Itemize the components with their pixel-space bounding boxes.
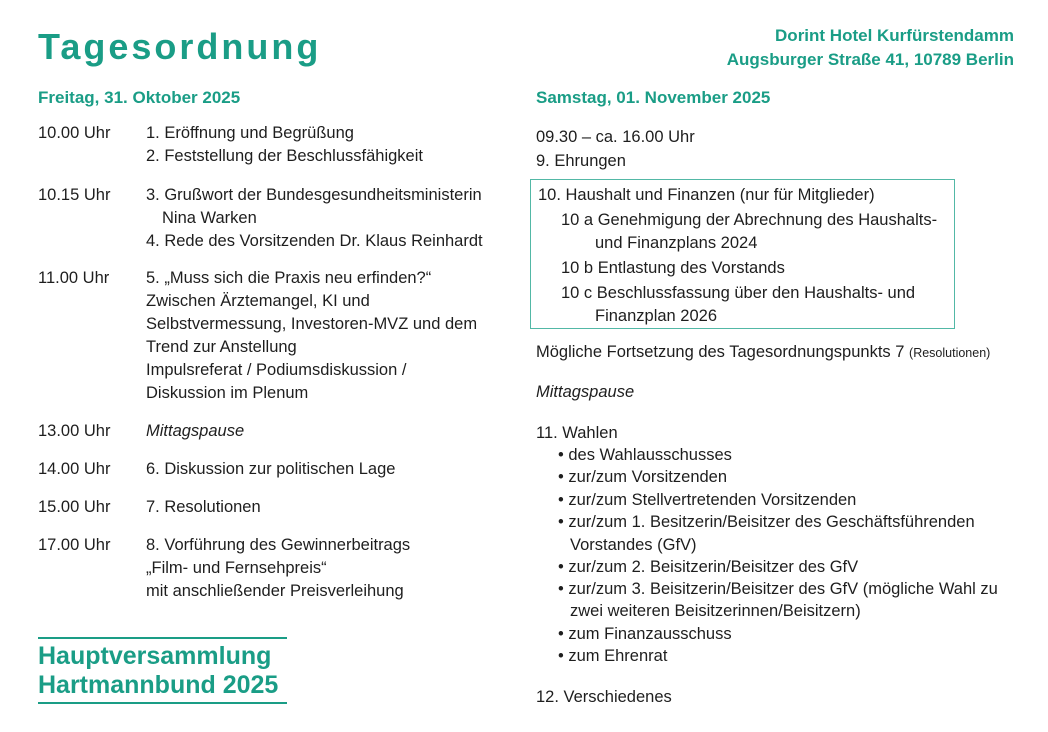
- agenda-line: 10. Haushalt und Finanzen (nur für Mitglieder): [538, 186, 875, 204]
- agenda-line: und Finanzplans 2024: [595, 234, 758, 252]
- agenda-line: mit anschließender Preisverleihung: [146, 582, 404, 600]
- agenda-line: 11. Wahlen: [536, 424, 618, 442]
- agenda-line: Finanzplan 2026: [595, 307, 718, 325]
- list-item: • zur/zum 2. Beisitzerin/Beisitzer des GfV: [558, 558, 859, 576]
- list-item: Vorstandes (GfV): [570, 536, 697, 554]
- agenda-line: Diskussion im Plenum: [146, 384, 309, 402]
- agenda-line: Zwischen Ärztemangel, KI und: [146, 292, 370, 310]
- bottom-rule: [38, 702, 287, 704]
- list-item: • zur/zum Vorsitzenden: [558, 468, 728, 486]
- list-item: • zur/zum 1. Besitzerin/Beisitzer des Geschäftsführenden: [558, 513, 975, 531]
- continuation-text: Mögliche Fortsetzung des Tagesordnungspunkts 7: [536, 343, 905, 361]
- list-item: • des Wahlausschusses: [558, 446, 732, 464]
- agenda-line: 8. Vorführung des Gewinnerbeitrags: [146, 536, 411, 554]
- agenda-line: Impulsreferat / Podiumsdiskussion /: [146, 361, 407, 379]
- saturday-heading: Samstag, 01. November 2025: [536, 88, 771, 107]
- event-name-line: Hauptversammlung: [38, 642, 272, 670]
- continuation-detail: (Resolutionen): [909, 346, 991, 360]
- agenda-line: Selbstvermessung, Investoren-MVZ und dem: [146, 315, 478, 333]
- list-item: • zum Ehrenrat: [558, 647, 668, 665]
- continuation-note: [536, 341, 990, 365]
- page-title: Tagesordnung: [38, 26, 322, 67]
- agenda-line: Nina Warken: [162, 209, 257, 227]
- agenda-line: 1. Eröffnung und Begrüßung: [146, 124, 354, 142]
- list-item: zwei weiteren Beisitzerinnen/Beisitzern): [570, 602, 861, 620]
- venue: [727, 24, 1014, 72]
- saturday-time: 09.30 – ca. 16.00 Uhr: [536, 128, 695, 146]
- agenda-line: „Film- und Fernsehpreis“: [146, 559, 327, 577]
- slot-time: 13.00 Uhr: [38, 422, 111, 440]
- lunch-break: Mittagspause: [146, 422, 245, 440]
- agenda-line: 10 a Genehmigung der Abrechnung des Haushalts-: [561, 211, 938, 229]
- agenda-line: 4. Rede des Vorsitzenden Dr. Klaus Reinhardt: [146, 232, 483, 250]
- agenda-line: 5. „Muss sich die Praxis neu erfinden?“: [146, 269, 432, 287]
- agenda-line: 10 c Beschlussfassung über den Haushalts- und: [561, 284, 916, 302]
- list-item: • zum Finanzausschuss: [558, 625, 732, 643]
- slot-time: 14.00 Uhr: [38, 460, 111, 478]
- agenda-line: 10 b Entlastung des Vorstands: [561, 259, 785, 277]
- list-item: • zur/zum 3. Beisitzerin/Beisitzer des GfV (mögliche Wahl zu: [558, 580, 998, 598]
- slot-time: 11.00 Uhr: [38, 269, 110, 287]
- lunch-break: Mittagspause: [536, 383, 635, 401]
- agenda-line: 6. Diskussion zur politischen Lage: [146, 460, 396, 478]
- agenda-line: 2. Feststellung der Beschlussfähigkeit: [146, 147, 423, 165]
- slot-time: 10.00 Uhr: [38, 124, 111, 142]
- venue-address: Augsburger Straße 41, 10789 Berlin: [726, 50, 1014, 69]
- agenda-line: 7. Resolutionen: [146, 498, 261, 516]
- top-rule: [38, 637, 287, 639]
- event-name: [38, 642, 278, 700]
- slot-time: 10.15 Uhr: [38, 186, 111, 204]
- event-name-line: Hartmannbund 2025: [38, 671, 279, 699]
- agenda-line: Trend zur Anstellung: [146, 338, 297, 356]
- slot-time: 15.00 Uhr: [38, 498, 111, 516]
- friday-heading: Freitag, 31. Oktober 2025: [38, 88, 241, 107]
- agenda-line: 3. Grußwort der Bundesgesundheitsministerin: [146, 186, 482, 204]
- list-item: • zur/zum Stellvertretenden Vorsitzenden: [558, 491, 857, 509]
- venue-name: Dorint Hotel Kurfürstendamm: [775, 26, 1014, 45]
- slot-time: 17.00 Uhr: [38, 536, 111, 554]
- agenda-line: 9. Ehrungen: [536, 152, 626, 170]
- agenda-line: 12. Verschiedenes: [536, 688, 672, 706]
